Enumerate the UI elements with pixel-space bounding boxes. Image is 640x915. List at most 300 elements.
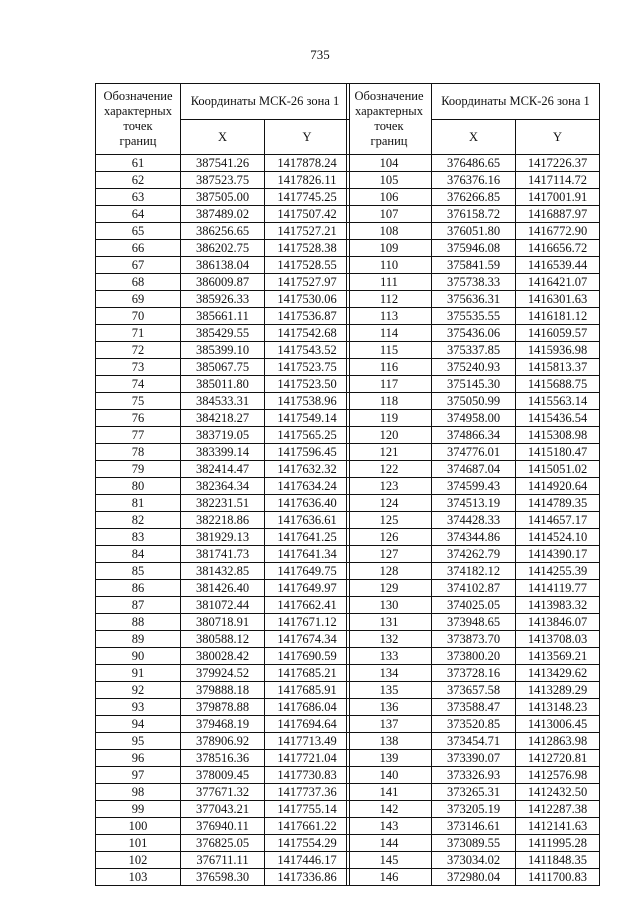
y-coordinate-cell: 1415813.37 (516, 359, 600, 376)
coordinate-system-line: Координаты МСК-26 (441, 93, 554, 108)
y-coordinate-cell: 1417662.41 (265, 597, 350, 614)
y-coordinate-cell: 1417671.12 (265, 614, 350, 631)
table-row (347, 784, 600, 801)
x-coordinate-cell: 374866.34 (432, 427, 516, 444)
table-row (96, 750, 350, 767)
table-row (347, 767, 600, 784)
x-coordinate-cell: 374687.04 (432, 461, 516, 478)
y-coordinate-cell: 1417634.24 (265, 478, 350, 495)
table-row (347, 376, 600, 393)
point-number-cell: 99 (96, 801, 181, 818)
point-number-cell: 122 (347, 461, 432, 478)
x-coordinate-cell: 379878.88 (181, 699, 265, 716)
table-row (96, 206, 350, 223)
point-number-cell: 134 (347, 665, 432, 682)
point-number-cell: 141 (347, 784, 432, 801)
point-number-cell: 108 (347, 223, 432, 240)
table-row (347, 801, 600, 818)
y-coordinate-cell: 1417649.75 (265, 563, 350, 580)
point-number-cell: 92 (96, 682, 181, 699)
point-number-cell: 76 (96, 410, 181, 427)
y-coordinate-cell: 1412720.81 (516, 750, 600, 767)
x-coordinate-cell: 376711.11 (181, 852, 265, 869)
y-coordinate-cell: 1417549.14 (265, 410, 350, 427)
x-coordinate-cell: 375535.55 (432, 308, 516, 325)
y-coordinate-cell: 1417527.21 (265, 223, 350, 240)
y-coordinate-cell: 1417536.87 (265, 308, 350, 325)
x-coordinate-cell: 373454.71 (432, 733, 516, 750)
table-row (96, 665, 350, 682)
x-column-header: X (432, 119, 516, 155)
x-coordinate-cell: 385067.75 (181, 359, 265, 376)
x-coordinate-cell: 376486.65 (432, 155, 516, 172)
table-row (347, 342, 600, 359)
table-row (347, 648, 600, 665)
y-coordinate-cell: 1417730.83 (265, 767, 350, 784)
table-row (96, 376, 350, 393)
table-row (347, 580, 600, 597)
point-number-cell: 118 (347, 393, 432, 410)
point-number-cell: 135 (347, 682, 432, 699)
y-coordinate-cell: 1416656.72 (516, 240, 600, 257)
table-row (347, 393, 600, 410)
x-coordinate-cell: 386138.04 (181, 257, 265, 274)
y-coordinate-cell: 1417641.25 (265, 529, 350, 546)
x-coordinate-cell: 377043.21 (181, 801, 265, 818)
x-coordinate-cell: 376940.11 (181, 818, 265, 835)
x-coordinate-cell: 372980.04 (432, 869, 516, 886)
point-number-cell: 61 (96, 155, 181, 172)
point-number-cell: 95 (96, 733, 181, 750)
point-number-cell: 129 (347, 580, 432, 597)
y-coordinate-cell: 1416772.90 (516, 223, 600, 240)
x-coordinate-cell: 378906.92 (181, 733, 265, 750)
x-coordinate-cell: 385926.33 (181, 291, 265, 308)
x-coordinate-cell: 377671.32 (181, 784, 265, 801)
point-number-cell: 74 (96, 376, 181, 393)
point-number-cell: 138 (347, 733, 432, 750)
point-number-cell: 119 (347, 410, 432, 427)
table-row (96, 733, 350, 750)
y-coordinate-cell: 1417538.96 (265, 393, 350, 410)
x-coordinate-cell: 374599.43 (432, 478, 516, 495)
point-number-cell: 100 (96, 818, 181, 835)
point-number-cell: 142 (347, 801, 432, 818)
x-coordinate-cell: 384533.31 (181, 393, 265, 410)
table-row (347, 325, 600, 342)
y-coordinate-cell: 1412287.38 (516, 801, 600, 818)
point-number-cell: 79 (96, 461, 181, 478)
y-coordinate-cell: 1416887.97 (516, 206, 600, 223)
point-number-cell: 105 (347, 172, 432, 189)
point-number-cell: 65 (96, 223, 181, 240)
y-coordinate-cell: 1414390.17 (516, 546, 600, 563)
point-number-cell: 126 (347, 529, 432, 546)
x-coordinate-cell: 374025.05 (432, 597, 516, 614)
y-coordinate-cell: 1417737.36 (265, 784, 350, 801)
y-coordinate-cell: 1414657.17 (516, 512, 600, 529)
x-coordinate-cell: 378516.36 (181, 750, 265, 767)
point-number-cell: 137 (347, 716, 432, 733)
y-column-header: Y (265, 119, 350, 155)
table-row (347, 529, 600, 546)
y-coordinate-cell: 1415436.54 (516, 410, 600, 427)
y-coordinate-cell: 1415308.98 (516, 427, 600, 444)
table-row (96, 495, 350, 512)
point-number-cell: 83 (96, 529, 181, 546)
table-row (96, 869, 350, 886)
point-number-cell: 132 (347, 631, 432, 648)
point-number-cell: 111 (347, 274, 432, 291)
table-row (96, 461, 350, 478)
y-coordinate-cell: 1413429.62 (516, 665, 600, 682)
point-number-cell: 87 (96, 597, 181, 614)
point-number-cell: 81 (96, 495, 181, 512)
x-coordinate-cell: 373265.31 (432, 784, 516, 801)
y-coordinate-cell: 1414920.64 (516, 478, 600, 495)
y-coordinate-cell: 1415936.98 (516, 342, 600, 359)
x-coordinate-cell: 373728.16 (432, 665, 516, 682)
x-coordinate-cell: 383399.14 (181, 444, 265, 461)
point-number-cell: 127 (347, 546, 432, 563)
point-number-cell: 116 (347, 359, 432, 376)
table-row (96, 359, 350, 376)
x-coordinate-cell: 381741.73 (181, 546, 265, 563)
coordinate-system-line: зона 1 (557, 93, 590, 108)
table-row (347, 852, 600, 869)
x-coordinate-cell: 373800.20 (432, 648, 516, 665)
point-number-cell: 86 (96, 580, 181, 597)
x-column-header: X (181, 119, 265, 155)
point-header-line: границ (119, 134, 157, 148)
point-number-cell: 66 (96, 240, 181, 257)
x-coordinate-cell: 385399.10 (181, 342, 265, 359)
coordinate-system-header (181, 84, 350, 120)
x-coordinate-cell: 386256.65 (181, 223, 265, 240)
table-row (347, 461, 600, 478)
y-coordinate-cell: 1417694.64 (265, 716, 350, 733)
point-header (96, 84, 181, 155)
x-coordinate-cell: 379924.52 (181, 665, 265, 682)
x-coordinate-cell: 373390.07 (432, 750, 516, 767)
point-number-cell: 97 (96, 767, 181, 784)
point-number-cell: 102 (96, 852, 181, 869)
x-coordinate-cell: 374344.86 (432, 529, 516, 546)
table-row (347, 716, 600, 733)
point-number-cell: 98 (96, 784, 181, 801)
point-header-line: характерных (355, 104, 423, 118)
point-number-cell: 96 (96, 750, 181, 767)
table-row (347, 733, 600, 750)
x-coordinate-cell: 375050.99 (432, 393, 516, 410)
table-row (96, 767, 350, 784)
point-number-cell: 146 (347, 869, 432, 886)
y-column-header: Y (516, 119, 600, 155)
point-number-cell: 109 (347, 240, 432, 257)
x-coordinate-cell: 375337.85 (432, 342, 516, 359)
table-row (347, 308, 600, 325)
table-row (96, 189, 350, 206)
x-coordinate-cell: 382231.51 (181, 495, 265, 512)
y-coordinate-cell: 1416059.57 (516, 325, 600, 342)
x-coordinate-cell: 376266.85 (432, 189, 516, 206)
point-header (347, 84, 432, 155)
point-number-cell: 123 (347, 478, 432, 495)
point-number-cell: 103 (96, 869, 181, 886)
point-number-cell: 82 (96, 512, 181, 529)
point-number-cell: 117 (347, 376, 432, 393)
point-number-cell: 121 (347, 444, 432, 461)
table-row (347, 291, 600, 308)
x-coordinate-cell: 376158.72 (432, 206, 516, 223)
point-number-cell: 94 (96, 716, 181, 733)
y-coordinate-cell: 1416539.44 (516, 257, 600, 274)
table-row (96, 563, 350, 580)
coordinate-system-header (432, 84, 600, 120)
x-coordinate-cell: 376051.80 (432, 223, 516, 240)
x-coordinate-cell: 387505.00 (181, 189, 265, 206)
point-number-cell: 115 (347, 342, 432, 359)
x-coordinate-cell: 376825.05 (181, 835, 265, 852)
x-coordinate-cell: 373588.47 (432, 699, 516, 716)
point-number-cell: 63 (96, 189, 181, 206)
x-coordinate-cell: 381426.40 (181, 580, 265, 597)
y-coordinate-cell: 1416301.63 (516, 291, 600, 308)
point-number-cell: 104 (347, 155, 432, 172)
x-coordinate-cell: 379888.18 (181, 682, 265, 699)
y-coordinate-cell: 1415563.14 (516, 393, 600, 410)
point-number-cell: 71 (96, 325, 181, 342)
point-number-cell: 64 (96, 206, 181, 223)
y-coordinate-cell: 1417523.50 (265, 376, 350, 393)
table-row (96, 716, 350, 733)
point-header-line: границ (370, 134, 408, 148)
table-row (347, 750, 600, 767)
y-coordinate-cell: 1412432.50 (516, 784, 600, 801)
x-coordinate-cell: 378009.45 (181, 767, 265, 784)
table-row (96, 801, 350, 818)
x-coordinate-cell: 373873.70 (432, 631, 516, 648)
table-row (96, 614, 350, 631)
x-coordinate-cell: 373520.85 (432, 716, 516, 733)
table-row (96, 818, 350, 835)
point-number-cell: 114 (347, 325, 432, 342)
y-coordinate-cell: 1417674.34 (265, 631, 350, 648)
coordinates-table-left (95, 83, 350, 886)
table-row (347, 869, 600, 886)
point-header-line: Обозначение (103, 89, 173, 103)
y-coordinate-cell: 1417527.97 (265, 274, 350, 291)
table-body (347, 155, 600, 886)
table-row (96, 852, 350, 869)
y-coordinate-cell: 1417543.52 (265, 342, 350, 359)
y-coordinate-cell: 1415180.47 (516, 444, 600, 461)
table-row (96, 257, 350, 274)
point-number-cell: 72 (96, 342, 181, 359)
x-coordinate-cell: 375436.06 (432, 325, 516, 342)
point-number-cell: 78 (96, 444, 181, 461)
y-coordinate-cell: 1417001.91 (516, 189, 600, 206)
table-row (347, 257, 600, 274)
table-row (347, 818, 600, 835)
y-coordinate-cell: 1413289.29 (516, 682, 600, 699)
y-coordinate-cell: 1417713.49 (265, 733, 350, 750)
y-coordinate-cell: 1417226.37 (516, 155, 600, 172)
table-row (96, 274, 350, 291)
table-row (96, 410, 350, 427)
y-coordinate-cell: 1417685.91 (265, 682, 350, 699)
y-coordinate-cell: 1413148.23 (516, 699, 600, 716)
point-number-cell: 93 (96, 699, 181, 716)
y-coordinate-cell: 1414789.35 (516, 495, 600, 512)
table-row (347, 189, 600, 206)
x-coordinate-cell: 375738.33 (432, 274, 516, 291)
point-number-cell: 80 (96, 478, 181, 495)
table-row (347, 597, 600, 614)
x-coordinate-cell: 374182.12 (432, 563, 516, 580)
table-row (347, 410, 600, 427)
point-number-cell: 139 (347, 750, 432, 767)
point-number-cell: 124 (347, 495, 432, 512)
table-row (347, 155, 600, 172)
x-coordinate-cell: 373948.65 (432, 614, 516, 631)
point-number-cell: 113 (347, 308, 432, 325)
y-coordinate-cell: 1417114.72 (516, 172, 600, 189)
table-row (96, 529, 350, 546)
y-coordinate-cell: 1417636.61 (265, 512, 350, 529)
y-coordinate-cell: 1417641.34 (265, 546, 350, 563)
x-coordinate-cell: 385429.55 (181, 325, 265, 342)
table-row (96, 325, 350, 342)
coordinates-table-right (346, 83, 600, 886)
y-coordinate-cell: 1417565.25 (265, 427, 350, 444)
point-number-cell: 107 (347, 206, 432, 223)
table-row (96, 784, 350, 801)
point-number-cell: 144 (347, 835, 432, 852)
y-coordinate-cell: 1417554.29 (265, 835, 350, 852)
y-coordinate-cell: 1411848.35 (516, 852, 600, 869)
table-row (96, 648, 350, 665)
y-coordinate-cell: 1417755.14 (265, 801, 350, 818)
y-coordinate-cell: 1417878.24 (265, 155, 350, 172)
point-number-cell: 125 (347, 512, 432, 529)
point-number-cell: 143 (347, 818, 432, 835)
x-coordinate-cell: 373326.93 (432, 767, 516, 784)
y-coordinate-cell: 1417661.22 (265, 818, 350, 835)
point-header-line: Обозначение (354, 89, 424, 103)
x-coordinate-cell: 375841.59 (432, 257, 516, 274)
x-coordinate-cell: 382364.34 (181, 478, 265, 495)
table-row (96, 342, 350, 359)
x-coordinate-cell: 373146.61 (432, 818, 516, 835)
x-coordinate-cell: 374513.19 (432, 495, 516, 512)
y-coordinate-cell: 1413708.03 (516, 631, 600, 648)
table-row (347, 546, 600, 563)
point-number-cell: 110 (347, 257, 432, 274)
x-coordinate-cell: 386009.87 (181, 274, 265, 291)
table-row (96, 427, 350, 444)
y-coordinate-cell: 1417686.04 (265, 699, 350, 716)
y-coordinate-cell: 1414119.77 (516, 580, 600, 597)
table-row (347, 223, 600, 240)
y-coordinate-cell: 1417530.06 (265, 291, 350, 308)
y-coordinate-cell: 1414524.10 (516, 529, 600, 546)
y-coordinate-cell: 1417826.11 (265, 172, 350, 189)
table-row (347, 835, 600, 852)
y-coordinate-cell: 1414255.39 (516, 563, 600, 580)
table-row (96, 546, 350, 563)
y-coordinate-cell: 1417745.25 (265, 189, 350, 206)
table-row (347, 427, 600, 444)
x-coordinate-cell: 381929.13 (181, 529, 265, 546)
point-number-cell: 68 (96, 274, 181, 291)
x-coordinate-cell: 373034.02 (432, 852, 516, 869)
x-coordinate-cell: 374776.01 (432, 444, 516, 461)
y-coordinate-cell: 1417507.42 (265, 206, 350, 223)
x-coordinate-cell: 374262.79 (432, 546, 516, 563)
table-row (96, 580, 350, 597)
coordinate-system-line: зона 1 (306, 93, 340, 108)
table-row (347, 240, 600, 257)
y-coordinate-cell: 1415688.75 (516, 376, 600, 393)
table-row (96, 512, 350, 529)
point-number-cell: 112 (347, 291, 432, 308)
y-coordinate-cell: 1412141.63 (516, 818, 600, 835)
point-number-cell: 89 (96, 631, 181, 648)
x-coordinate-cell: 386202.75 (181, 240, 265, 257)
point-number-cell: 77 (96, 427, 181, 444)
x-coordinate-cell: 387541.26 (181, 155, 265, 172)
y-coordinate-cell: 1417636.40 (265, 495, 350, 512)
table-row (347, 495, 600, 512)
x-coordinate-cell: 380028.42 (181, 648, 265, 665)
point-number-cell: 67 (96, 257, 181, 274)
x-coordinate-cell: 382414.47 (181, 461, 265, 478)
point-number-cell: 91 (96, 665, 181, 682)
table-row (96, 240, 350, 257)
x-coordinate-cell: 381072.44 (181, 597, 265, 614)
point-number-cell: 101 (96, 835, 181, 852)
x-coordinate-cell: 373657.58 (432, 682, 516, 699)
table-row (347, 206, 600, 223)
y-coordinate-cell: 1417596.45 (265, 444, 350, 461)
y-coordinate-cell: 1417528.55 (265, 257, 350, 274)
point-number-cell: 69 (96, 291, 181, 308)
point-number-cell: 90 (96, 648, 181, 665)
x-coordinate-cell: 382218.86 (181, 512, 265, 529)
y-coordinate-cell: 1417523.75 (265, 359, 350, 376)
page-number: 735 (310, 47, 330, 62)
point-number-cell: 120 (347, 427, 432, 444)
table-row (96, 835, 350, 852)
y-coordinate-cell: 1416421.07 (516, 274, 600, 291)
y-coordinate-cell: 1417336.86 (265, 869, 350, 886)
y-coordinate-cell: 1413983.32 (516, 597, 600, 614)
table-row (347, 682, 600, 699)
point-number-cell: 106 (347, 189, 432, 206)
y-coordinate-cell: 1417446.17 (265, 852, 350, 869)
x-coordinate-cell: 380588.12 (181, 631, 265, 648)
table-row (347, 478, 600, 495)
table-row (96, 631, 350, 648)
x-coordinate-cell: 376598.30 (181, 869, 265, 886)
y-coordinate-cell: 1417542.68 (265, 325, 350, 342)
table-row (347, 274, 600, 291)
table-row (347, 563, 600, 580)
point-number-cell: 75 (96, 393, 181, 410)
point-number-cell: 88 (96, 614, 181, 631)
point-header-line: точек (374, 119, 404, 133)
